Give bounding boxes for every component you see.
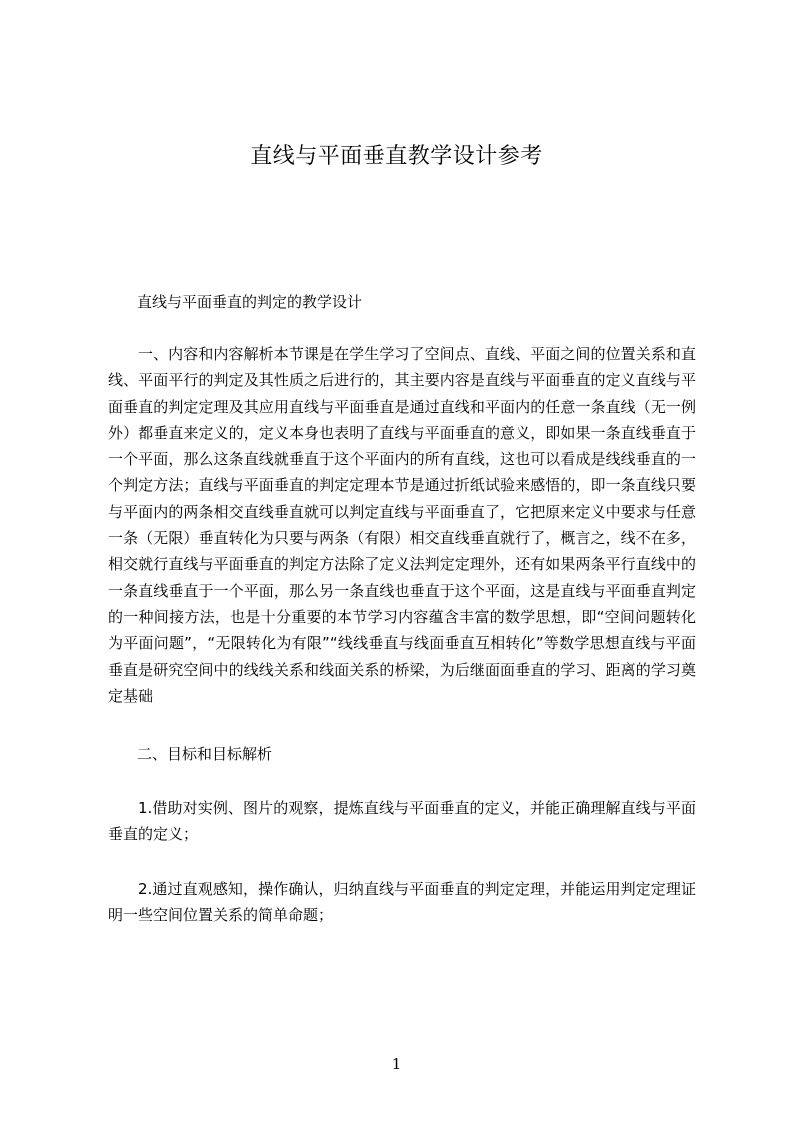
- goal-item-2: 2.通过直观感知，操作确认，归纳直线与平面垂直的判定定理，并能运用判定定理证明一些空间位置关系的简单命题；: [108, 880, 696, 925]
- document-subtitle: 直线与平面垂直的判定的教学设计: [137, 293, 363, 311]
- page-number: 1: [391, 1055, 402, 1073]
- goal-item-1: 1.借助对实例、图片的观察，提炼直线与平面垂直的定义，并能正确理解直线与平面垂直的定义；: [108, 799, 696, 844]
- section2-heading: 二、目标和目标解析: [137, 745, 273, 763]
- document-title: 直线与平面垂直教学设计参考: [250, 144, 543, 169]
- section1-paragraph: 一、内容和内容解析本节课是在学生学习了空间点、直线、平面之间的位置关系和直线、平面平行的判定及其性质之后进行的，其主要内容是直线与平面垂直的定义直线与平面垂直的判定定理及其应用直线与平面垂直是通过直线和平面内的任意一条直线（无一例外）都垂直来定义的，定义本身也表明了直线与平面垂直的意义，即如果一条直线垂直于一个平面，那么这条直线就垂直于这个平面内的所有直线，这也可以看成是线线垂直的一个判定方法；直线与平面垂直的判定定理本节是通过折纸试验来感悟的，即一条直线只要与平面内的两条相交直线垂直就可以判定直线与平面垂直了，它把原来定义中要求与任意一条（无限）垂直转化为只要与两条（有限）相交直线垂直就行了，概言之，线不在多，相交就行直线与平面垂直的判定方法除了定义法判定定理外，还有如果两条平行直线中的一条直线垂直于一个平面，那么另一条直线也垂直于这个平面，这是直线与平面垂直判定的一种间接方法，也是十分重要的本节学习内容蕴含丰富的数学思想，即“空间问题转化为平面问题”，“无限转化为有限”“线线垂直与线面垂直互相转化”等数学思想直线与平面垂直是研究空间中的线线关系和线面关系的桥梁，为后继面面垂直的学习、距离的学习奠定基础: [108, 345, 696, 705]
